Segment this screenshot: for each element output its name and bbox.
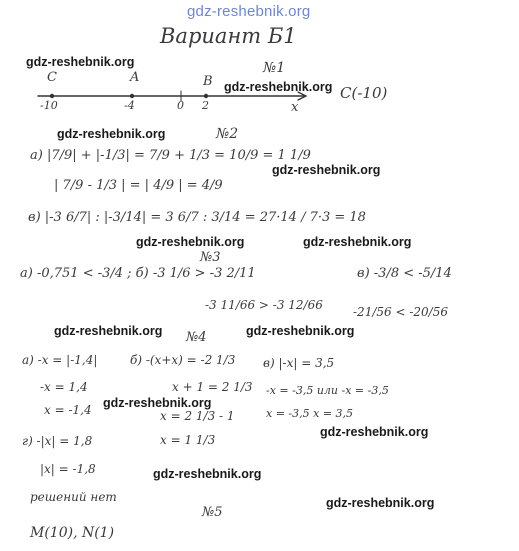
task4-d2: |x| = -1,8 <box>40 462 96 476</box>
task2-line-b: | 7/9 - 1/3 | = | 4/9 | = 4/9 <box>54 178 223 193</box>
task2-number: №2 <box>216 126 239 142</box>
watermark: gdz-reshebnik.org <box>153 467 262 481</box>
watermark: gdz-reshebnik.org <box>272 163 381 177</box>
watermark: gdz-reshebnik.org <box>320 425 429 439</box>
task3-line-b: -3 11/66 > -3 12/66 <box>205 298 323 312</box>
task5-line: M(10), N(1) <box>30 525 115 541</box>
point-label: B <box>203 74 213 89</box>
watermark: gdz-reshebnik.org <box>136 235 245 249</box>
task1-extra: C(-10) <box>340 84 388 102</box>
tick-label: 0 <box>177 99 184 112</box>
task4-d3: решений нет <box>30 490 117 504</box>
tick-label: -10 <box>40 99 58 112</box>
task1-number: №1 <box>263 60 286 76</box>
task5-number: №5 <box>202 505 223 520</box>
site-watermark-top: gdz-reshebnik.org <box>187 3 311 20</box>
task4-c2: -x = -3,5 или -x = -3,5 <box>266 384 389 397</box>
watermark: gdz-reshebnik.org <box>246 324 355 338</box>
task4-a3: x = -1,4 <box>44 403 92 417</box>
task3-line-c: в) -3/8 < -5/14 <box>357 266 452 281</box>
tick-label: -4 <box>124 99 135 112</box>
point-label: A <box>130 70 140 85</box>
point-label: C <box>47 70 57 85</box>
task4-d1: г) -|x| = 1,8 <box>22 434 93 448</box>
task3-line-d: -21/56 < -20/56 <box>353 305 448 319</box>
task4-c1: в) |-x| = 3,5 <box>263 356 335 370</box>
task4-a1: а) -x = |-1,4| <box>22 353 98 367</box>
watermark: gdz-reshebnik.org <box>103 396 212 410</box>
axis-label: x <box>291 100 299 115</box>
task4-b4: x = 1 1/3 <box>160 433 216 447</box>
task3-line-a: а) -0,751 < -3/4 ; б) -3 1/6 > -3 2/11 <box>20 266 256 281</box>
task4-number: №4 <box>186 330 207 345</box>
watermark: gdz-reshebnik.org <box>57 127 166 141</box>
task4-a2: -x = 1,4 <box>40 380 88 394</box>
task4-c3: x = -3,5 x = 3,5 <box>266 407 354 420</box>
task4-b1: б) -(x+x) = -2 1/3 <box>130 353 236 367</box>
task3-number: №3 <box>200 250 221 265</box>
task2-line-c: в) |-3 6/7| : |-3/14| = 3 6/7 : 3/14 = 27·14 / 7·3 = 18 <box>28 210 366 225</box>
watermark: gdz-reshebnik.org <box>303 235 412 249</box>
tick-label: 2 <box>202 99 209 112</box>
task4-b2: x + 1 = 2 1/3 <box>172 380 253 394</box>
watermark: gdz-reshebnik.org <box>224 80 333 94</box>
watermark: gdz-reshebnik.org <box>26 55 135 69</box>
watermark: gdz-reshebnik.org <box>54 324 163 338</box>
watermark: gdz-reshebnik.org <box>326 496 435 510</box>
task4-b3: x = 2 1/3 - 1 <box>160 409 235 423</box>
task2-line-a: а) |7/9| + |-1/3| = 7/9 + 1/3 = 10/9 = 1 1/9 <box>30 148 311 163</box>
variant-title: Вариант Б1 <box>160 24 297 48</box>
